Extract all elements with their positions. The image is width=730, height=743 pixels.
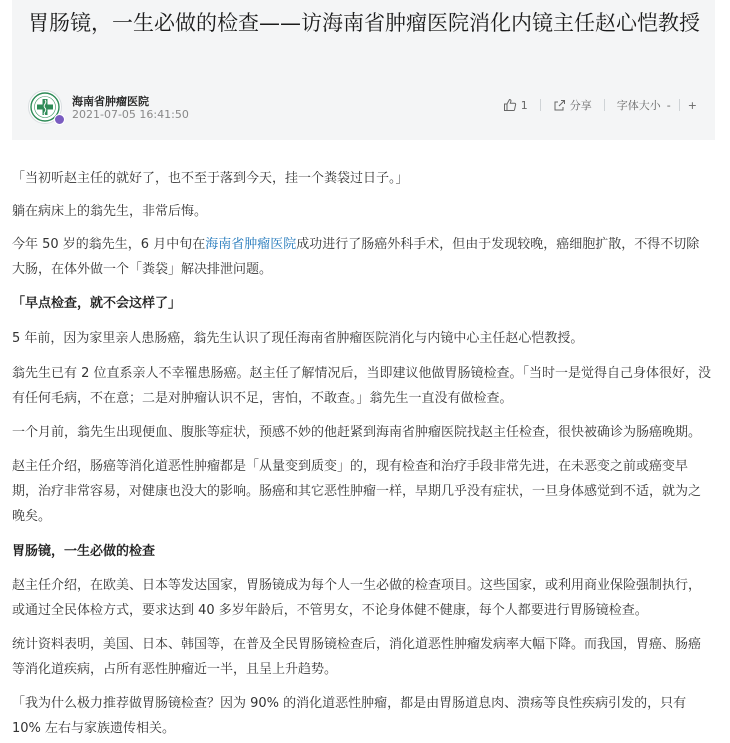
paragraph [12, 232, 712, 282]
paragraph: 统计资料表明，美国、日本、韩国等，在普及全民胃肠镜检查后，消化道恶性肿瘤发病率大幅下降。而我国，胃癌、肠癌等消化道疾病，占所有恶性肿瘤近一半，且呈上升趋势。 [12, 637, 702, 677]
font-decrease-button[interactable]: - [666, 98, 671, 112]
verified-badge-icon [54, 114, 65, 125]
paragraph: 赵主任介绍，在欧美、日本等发达国家，胃肠镜成为每个人一生必做的检查项目。这些国家，或利用商业保险强制执行，或通过全民体检方式，要求达到 40 多岁年龄后，不管男女，不论身体健不健康，每个人都要进行胃肠镜检查。 [12, 578, 702, 618]
paragraph: 赵主任介绍，肠癌等消化道恶性肿瘤都是「从量变到质变」的，现有检查和治疗手段非常先进，在未恶变之前或癌变早期，治疗非常容易，对健康也没大的影响。肠癌和其它恶性肿瘤一样，早期几乎没有症状，一旦身体感觉到不适，就为之晚矣。 [12, 459, 702, 524]
article-body [12, 166, 712, 741]
hospital-link[interactable]: 海南省肿瘤医院 [205, 237, 297, 252]
font-size-label: 字体大小 [616, 99, 661, 112]
font-increase-button[interactable]: + [687, 98, 697, 112]
paragraph: 「我为什么极力推荐做胃肠镜检查？因为 90% 的消化道恶性肿瘤，都是由胃肠道息肉、溃疡等良性疾病引发的，只有 10% 左右与家族遗传相关。 [12, 696, 687, 736]
share-button[interactable] [553, 97, 592, 113]
section-heading: 胃肠镜，一生必做的检查 [12, 544, 156, 559]
divider [540, 99, 541, 111]
section-heading: 「早点检查，就不会这样了」 [12, 296, 182, 311]
post-time: 2021-07-05 16:41:50 [72, 108, 189, 121]
divider [679, 99, 680, 111]
article-title: 胃肠镜，一生必做的检查——访海南省肿瘤医院消化内镜主任赵心恺教授 [28, 11, 700, 35]
thumbs-up-icon [503, 98, 517, 112]
paragraph-text: 今年 50 岁的翁先生，6 月中旬在 [12, 237, 206, 252]
share-icon [553, 99, 566, 112]
share-label: 分享 [569, 99, 592, 112]
article-actions [503, 97, 697, 113]
paragraph-text: 成功进行了肠癌外科手术，但由于发现较晚，癌细胞扩散，不得不切除大肠，在体外做一个「粪袋」解决排泄问题。 [12, 237, 700, 277]
paragraph: 翁先生已有 2 位直系亲人不幸罹患肠癌。赵主任了解情况后，当即建议他做胃肠镜检查。「当时一是觉得自己身体很好，没有任何毛病，不在意；二是对肿瘤认识不足，害怕，不敢查。」翁先生一直没有做检查。 [12, 366, 712, 406]
like-count: 1 [520, 98, 528, 112]
paragraph: 「当初听赵主任的就好了，也不至于落到今天，挂一个粪袋过日子。」 [12, 171, 409, 186]
paragraph: 5 年前，因为家里亲人患肠癌，翁先生认识了现任海南省肿瘤医院消化与内镜中心主任赵心恺教授。 [12, 331, 584, 346]
author-name[interactable]: 海南省肿瘤医院 [72, 95, 149, 108]
divider [604, 99, 605, 111]
paragraph: 一个月前，翁先生出现便血、腹胀等症状，预感不妙的他赶紧到海南省肿瘤医院找赵主任检查，很快被确诊为肠癌晚期。 [12, 425, 702, 440]
article-header [12, 0, 715, 140]
like-button[interactable] [503, 98, 528, 112]
paragraph: 躺在病床上的翁先生，非常后悔。 [12, 204, 208, 219]
